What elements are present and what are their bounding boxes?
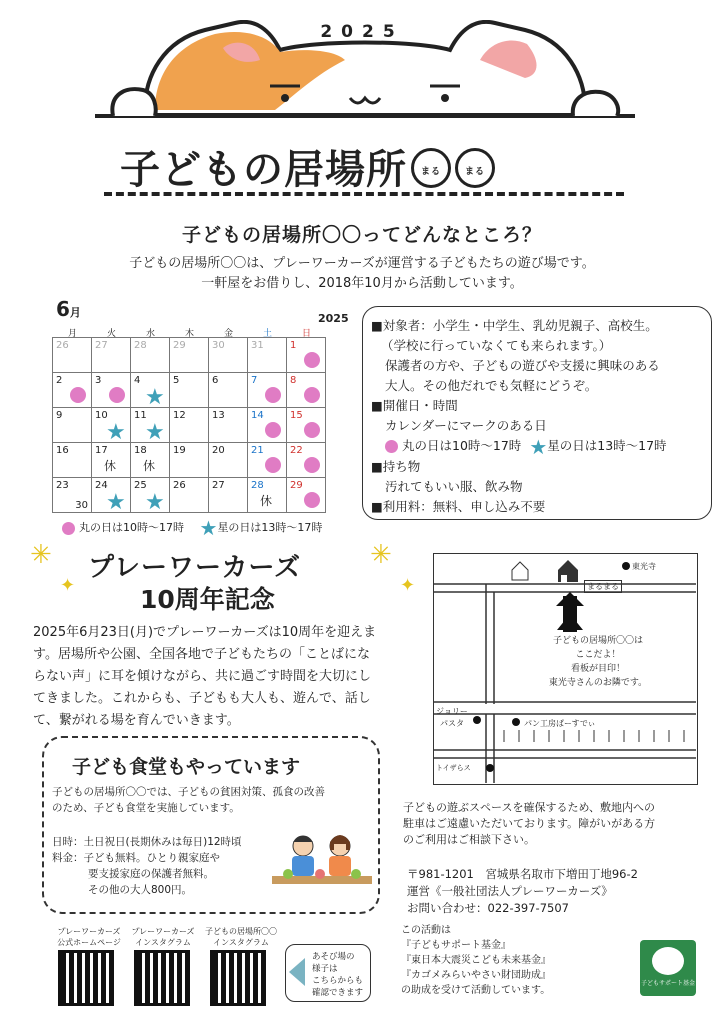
calendar-day: 24 ★ [92,478,131,513]
map-label-bakery: パン工房ぱーすでぃ [524,719,596,728]
qr-label-hp: プレーワーカーズ 公式ホームページ [57,927,121,947]
calendar-day: 26 [170,478,209,513]
calendar-day: 23 30 [53,478,92,513]
calendar-day: 11 ★ [131,408,170,443]
dot-icon [265,422,281,438]
calendar-day: 9 [53,408,92,443]
qr-note: あそび場の 様子は こちらからも 確認できます [285,944,371,1002]
calendar-day: 7 [248,373,287,408]
players-body-line: て、繋がれる場を育んでいきます。 [33,713,240,728]
title-underline [104,192,624,196]
star-icon: ★ [106,490,126,515]
support-fund-logo: 子どもサポート基金 [640,940,696,996]
calendar-day: 29 [287,478,326,513]
dot-icon [62,522,75,535]
cafeteria-title: 子ども食堂もやっています [72,756,301,778]
weekday-label: 土 [262,329,272,339]
calendar-day: 25 ★ [131,478,170,513]
contact-info: 〒981-1201 宮城県名取市下増田丁地96-2 運営《一般社団法人プレーワーカーズ》 お問い合わせ：022-397-7507 [407,867,638,915]
calendar-grid [52,337,326,513]
maru-circle: まる [411,148,451,188]
calendar-day: 15 [287,408,326,443]
calendar-day: 18 休 [131,443,170,478]
calendar-day: 6 [209,373,248,408]
parking-notice: 子どもの遊ぶスペースを確保するため、敷地内への 駐車はご遠慮いただいております。障がいがある方 のご利用はご相談下さい。 [403,801,656,846]
page-title: 子どもの居場所 まる まる [120,138,495,195]
year-label: 2025 [320,22,404,42]
calendar-day-extra: 30 [75,500,88,511]
weekday-label: 金 [223,329,233,339]
calendar-day: 29 [170,338,209,373]
sparkle-icon: ✦ [400,575,416,596]
star-icon: ★ [145,490,165,515]
players-body-line: す。居場所や公園、全国各地で子どもたちの「ことばにな [33,647,370,662]
maru-circle: まる [455,148,495,188]
qr-code-homepage[interactable] [58,950,114,1006]
qr-code-instagram-place[interactable] [210,950,266,1006]
star-icon: ★ [106,420,126,445]
players-body [33,622,415,732]
star-icon: ★ [145,420,165,445]
anniversary-title: 10周年記念 [140,585,275,614]
star-icon: ★ [199,516,218,540]
map-description: 子どもの居場所〇〇は ここだよ！ 看板が目印！ 東光寺さんのお隣です。 [548,636,648,688]
weekday-label: 水 [145,329,155,339]
calendar-day: 28 休 [248,478,287,513]
calendar-day: 17 休 [92,443,131,478]
calendar-day: 12 [170,408,209,443]
dot-icon [385,440,398,453]
calendar-year: 2025 [318,312,349,325]
dot-icon [109,387,125,403]
players-title: プレーワーカーズ [88,553,302,583]
calendar-day: 21 [248,443,287,478]
weekday-label: 火 [106,329,116,339]
sparkle-icon: ✦ [60,575,76,596]
calendar-day: 27 [209,478,248,513]
calendar-legend: 丸の日は10時〜17時 ★星の日は13時〜17時 [62,516,322,540]
dot-icon [265,387,281,403]
calendar-day: 26 [53,338,92,373]
intro-text: 子どもの居場所〇〇は、プレーワーカーズが運営する子どもたちの遊び場です。 一軒屋をお借りし、2018年10月から活動しています。 [129,256,595,291]
map-label-toys: トイザらス [436,764,471,772]
closed-label: 休 [260,494,273,508]
weekday-label: 木 [184,329,194,339]
calendar-day: 28 [131,338,170,373]
map-label-temple: 東光寺 [632,562,656,571]
calendar-day: 31 [248,338,287,373]
calendar-day: 4 ★ [131,373,170,408]
calendar-day: 27 [92,338,131,373]
cafeteria-details: 日時：土日祝日(長期休みは毎日)12時頃 料金：子ども無料。ひとり親家庭や 要支援家庭の保護者無料。 その他の大人800円。 [52,836,242,896]
calendar-day: 1 [287,338,326,373]
players-body-line: てきました。これからも、子どもも大人も、遊んで、話し [33,691,371,706]
qr-code-instagram[interactable] [134,950,190,1006]
calendar-day: 2 [53,373,92,408]
calendar-day: 30 [209,338,248,373]
calendar-day: 5 [170,373,209,408]
map-label-pasta: パスタ [440,719,464,728]
calendar-day: 19 [170,443,209,478]
calendar-day: 16 [53,443,92,478]
calendar-day: 8 [287,373,326,408]
cat-illustration [95,20,635,132]
subtitle: 子どもの居場所〇〇ってどんなところ？ [181,224,542,246]
calendar-month: 6月 [56,297,81,321]
cafeteria-body: 子どもの居場所〇〇では、子どもの貧困対策、孤食の改善 のため、子ども食堂を実施しています。 [52,786,325,814]
calendar-day: 20 [209,443,248,478]
players-body-line: らない声」に耳を傾けながら、共に過ごす時間を大切にし [33,669,372,684]
left-arrow-icon [289,958,305,986]
sparkle-icon: ✳ [370,540,392,570]
info-box: ■対象者：小学生・中学生、乳幼児親子、高校生。 （学校に行っていなくても来られます。） 保護者の方や、子どもの遊びや支援に興味のある 大人。その他だれでも気軽にどうぞ。 ■開催日・時間 カレンダーにマークのある日 丸の日は10時〜17時 ★星の日は13時〜17時 ■持ち物 汚れてもいい服、飲み物 ■利用料：無料、申し込み不要 [362,306,712,520]
map-label-jolly: ジョリー [436,707,468,716]
calendar-day: 14 [248,408,287,443]
dot-icon [265,457,281,473]
calendar-day: 3 [92,373,131,408]
support-info: この活動は 『子どもサポート基金』 『東日本大震災こども未来基金』 『カゴメみらいやさい財団助成』 の助成を受けて活動しています。 [401,925,551,996]
dot-icon [304,387,320,403]
qr-label-ig: プレーワーカーズ インスタグラム [131,927,195,947]
dot-icon [304,422,320,438]
dot-icon [70,387,86,403]
qr-label-ig2: 子どもの居場所〇〇 インスタグラム [205,927,277,947]
dot-icon [304,492,320,508]
star-icon: ★ [529,434,548,459]
weekday-label: 月 [67,329,77,339]
weekday-label: 日 [301,329,311,339]
map-sign: まるまる [584,580,622,593]
children-eating-illustration [268,828,376,898]
closed-label: 休 [143,459,156,473]
dot-icon [304,352,320,368]
sparkle-icon: ✳ [30,540,52,570]
calendar-day: 22 [287,443,326,478]
calendar-day: 13 [209,408,248,443]
players-body-line: 2025年6月23日(月)でプレーワーカーズは10周年を迎えま [33,625,377,640]
star-icon: ★ [145,385,165,410]
dot-icon [304,457,320,473]
calendar-day: 10 ★ [92,408,131,443]
closed-label: 休 [104,459,117,473]
